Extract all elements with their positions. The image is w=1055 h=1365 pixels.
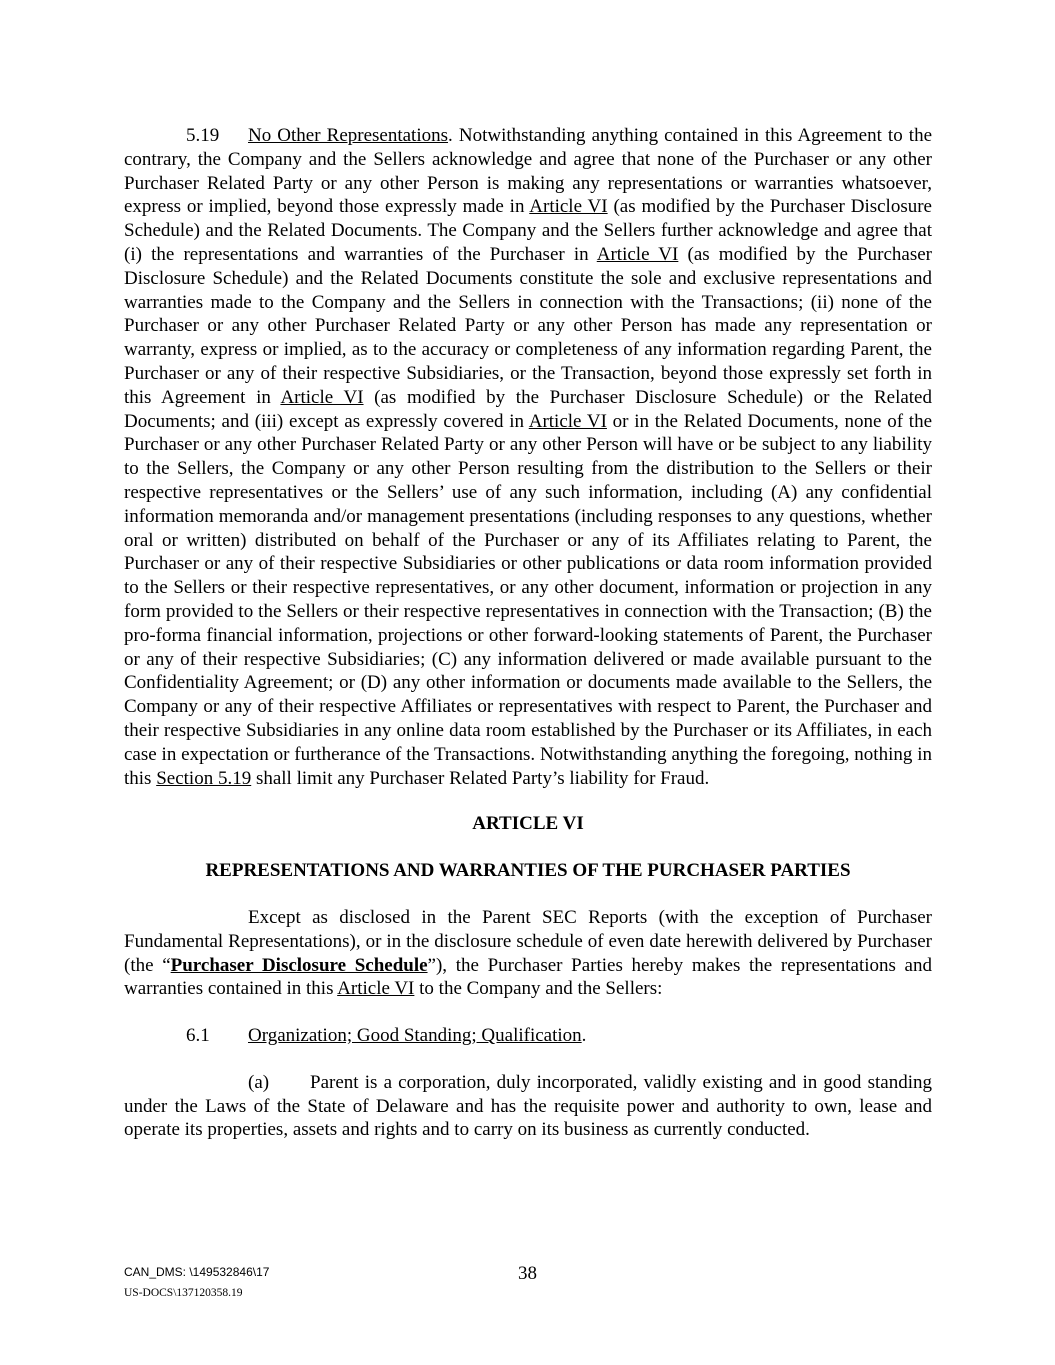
cross-reference: Section 5.19 (156, 767, 252, 789)
paragraph-text: (as modified by the Purchaser Disclosure Schedule) and the Related Documents. The Company and the Sellers further acknowledge and agree that (i) the representations and warranties of the Purchaser in (124, 196, 932, 265)
article-heading: ARTICLE VI (472, 813, 584, 835)
footer-docs-id: US-DOCS\137120358.19 (124, 1287, 243, 1299)
section-6-1-a-paragraph (124, 1071, 932, 1142)
cross-reference: Article VI (596, 243, 679, 265)
paragraph-text: (as modified by the Purchaser Disclosure Schedule) or the Related Documents; and (iii) except as expressly covered in (124, 386, 932, 432)
cross-reference: Article VI (280, 386, 364, 408)
section-title: No Other Representations (248, 125, 449, 146)
section-title: Organization; Good Standing; Qualification (248, 1025, 582, 1047)
article-title: REPRESENTATIONS AND WARRANTIES OF THE PURCHASER PARTIES (205, 860, 851, 882)
paragraph-text: shall limit any Purchaser Related Party’s liability for Fraud. (251, 767, 710, 789)
page-number: 38 (518, 1263, 537, 1284)
document-page (124, 124, 932, 1142)
cross-reference: Article VI (528, 410, 607, 432)
paragraph-text: to the Company and the Sellers: (414, 978, 663, 1000)
clause-label: (a) (248, 1071, 270, 1093)
section-5-19-paragraph (124, 124, 932, 790)
paragraph-text: (as modified by the Purchaser Disclosure Schedule) and the Related Documents constitute the sole and exclusive representations and warranties made to the Company and the Sellers in connection with the Transactions; (ii) none of the Purchaser or any other Purchaser Related Party or any other Person has made any representation or warranty, express or implied, as to the accuracy or completeness of any information regarding Parent, the Purchaser or any of their respective Subsidiaries, or the Transaction, beyond those expressly set forth in this Agreement in (124, 243, 932, 408)
paragraph-text: ”), the Purchaser Parties hereby makes the representations and warranties contained in this (124, 954, 932, 1000)
footer-dms-id: CAN_DMS: \149532846\17 (124, 1265, 270, 1279)
cross-reference: Article VI (337, 978, 415, 1000)
paragraph-text: . Notwithstanding anything contained in this Agreement to the contrary, the Company and the Sellers acknowledge and agree that none of the Purchaser or any other Purchaser Related Party or any other Person is making any representations or warranties whatsoever, express or implied, beyond those expressly made in (124, 125, 933, 218)
paragraph-text: Except as disclosed in the Parent SEC Reports (with the exception of Purchaser Fundamental Representations), or in the disclosure schedule of even date herewith delivered by Purchaser (the “ (124, 906, 932, 976)
section-number: 5.19 (186, 125, 220, 146)
punctuation: . (581, 1025, 587, 1047)
cross-reference: Article VI (529, 196, 608, 218)
article-intro-paragraph (124, 906, 932, 1001)
defined-term: Purchaser Disclosure Schedule (170, 954, 428, 976)
paragraph-text: Parent is a corporation, duly incorporated, validly existing and in good standing under the Laws of the State of Delaware and has the requisite power and authority to own, lease and operate its properties, assets and rights and to carry on its business as currently conducted. (124, 1071, 932, 1141)
section-6-1-heading (124, 1024, 932, 1048)
section-number: 6.1 (186, 1025, 210, 1047)
paragraph-text: or in the Related Documents, none of the Purchaser or any other Purchaser Related Party or any other Person will have or be subject to any liability to the Sellers, the Company or any other Person resulting from the distribution to the Sellers or their respective representatives or the Sellers’ use of any such information, including (A) any confidential information memoranda and/or management presentations (including responses to any questions, whether oral or written) distributed on behalf of the Purchaser or any of its Affiliates relating to Parent, the Purchaser or any of their respective Subsidiaries or other publications or data room information provided to the Sellers or their respective representatives, or any other document, information or projection in any form provided to the Sellers or their respective representatives in connection with the Transaction; (B) the pro-forma financial information, projections or other forward-looking statements of Parent, the Purchaser or any of their respective Subsidiaries; (C) any information delivered or made available pursuant to the Confidentiality Agreement; or (D) any other information or documents made available to the Sellers, the Company or any of their respective Affiliates or representatives with respect to Parent, the Purchaser and their respective Subsidiaries in any online data room established by the Purchaser or its Affiliates, in each case in expectation or furtherance of the Transactions. Notwithstanding anything the foregoing, nothing in this (124, 410, 933, 789)
